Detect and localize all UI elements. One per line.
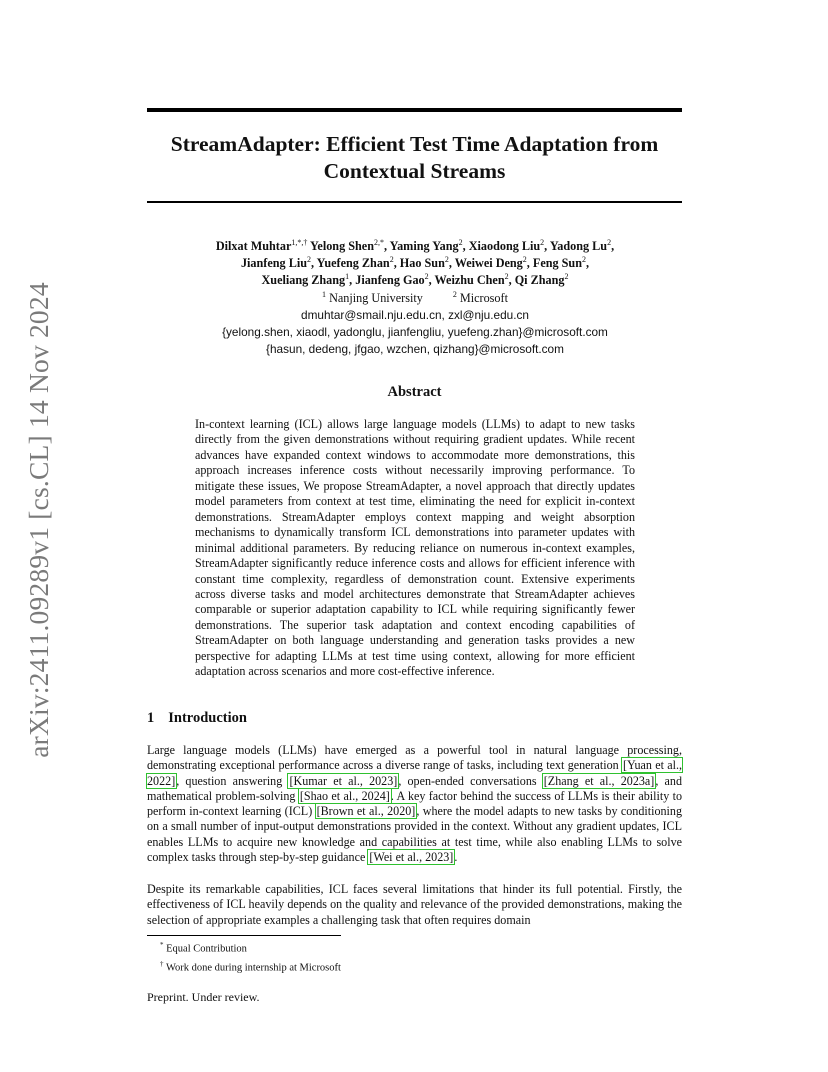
footnote-equal-contribution: * Equal Contribution <box>160 941 247 955</box>
email-line-2: {yelong.shen, xiaodl, yadonglu, jianfengliu, yuefeng.zhan}@microsoft.com <box>222 325 608 340</box>
author-names: Dilxat Muhtar$^{1,*,\dagger}$ Yelong Shen$^{2,*}$, Yaming Yang$^2$, Xiaodong Liu$^2$, Yadong Lu$^2$, Jianfeng Liu$^2$, Yuefeng Zhan$^2$, Hao Sun$^2$, Weiwei Deng$^2$, Feng Sun$^2$, Xueliang Zhang$^1$, Jianfeng Gao$^2$, Weizhu Chen$^2$, Qi Zhang$^2$ <box>215 237 615 288</box>
arxiv-id-text: arXiv:2411.09289v1 [cs.CL] 14 Nov 2024 <box>23 282 54 758</box>
email-line-1: dmuhtar@smail.nju.edu.cn, zxl@nju.edu.cn <box>301 307 529 322</box>
title-top-rule <box>147 108 682 112</box>
arxiv-identifier <box>8 283 70 757</box>
citation-link[interactable]: [Shao et al., 2024] <box>299 788 390 803</box>
email-line-3: {hasun, dedeng, jfgao, wzchen, qizhang}@microsoft.com <box>266 342 564 357</box>
abstract-heading: Abstract <box>387 384 442 400</box>
citation-link[interactable]: [Kumar et al., 2023] <box>289 773 398 788</box>
intro-paragraph-2: Despite its remarkable capabilities, ICL faces several limitations that hinder its full potential. Firstly, the effectiveness of ICL heavily depends on the quality and relevance of the provided demonstrations, making the selection of appropriate examples a challenging task that often requires domain <box>147 882 682 927</box>
paper-title: StreamAdapter: Efficient Test Time Adaptation from Contextual Streams <box>170 132 659 183</box>
section-heading-introduction: 1 Introduction <box>147 710 247 726</box>
author-block <box>170 238 660 358</box>
footnote-rule <box>147 935 341 936</box>
intro-paragraph-1: Large language models (LLMs) have emerged as a powerful tool in natural language processing, demonstrating exceptional performance across a diverse range of tasks, including text generation [Yuan et al., 2022], question answering [Kumar et al., 2023], open-ended conversations [Zhang et al., 2023a], and mathematical problem-solving [Shao et al., 2024]. A key factor behind the success of LLMs is their ability to perform in-context learning (ICL) [Brown et al., 2020], where the model adapts to new tasks by conditioning on a small number of input-output demonstrations provided in the context. Without any gradient updates, ICL enables LLMs to acquire new knowledge and capabilities at test time, while also enabling LLMs to solve complex tasks through step-by-step guidance [Wei et al., 2023]. <box>147 743 682 865</box>
affiliations: $^1$ Nanjing University $^2$ Microsoft <box>322 289 508 305</box>
footnote-internship: † Work done during internship at Microsoft <box>160 959 341 973</box>
citation-link[interactable]: [Zhang et al., 2023a] <box>543 773 655 788</box>
preprint-notice: Preprint. Under review. <box>147 990 260 1004</box>
citation-link[interactable]: [Wei et al., 2023] <box>369 850 454 865</box>
citation-link[interactable]: [Yuan et al., 2022] <box>147 758 682 788</box>
footnotes <box>160 938 341 975</box>
citation-link[interactable]: [Brown et al., 2020] <box>316 804 416 819</box>
title-bottom-rule <box>147 201 682 203</box>
abstract-body: In-context learning (ICL) allows large language models (LLMs) to adapt to new tasks directly from the given demonstrations without requiring gradient updates. While recent advances have expanded context windows to accommodate more demonstrations, this approach increases inference costs without necessarily improving performance. To mitigate these issues, We propose StreamAdapter, a novel approach that directly updates model parameters from context at test time, eliminating the need for explicit in-context demonstrations. StreamAdapter employs context mapping and weight absorption mechanisms to dynamically transform ICL demonstrations into parameter updates with minimal additional parameters. By reducing reliance on numerous in-context examples, StreamAdapter significantly reduce inference costs and allows for efficient inference with constant time complexity, regardless of demonstration count. Extensive experiments across diverse tasks and model architectures demonstrate that StreamAdapter achieves comparable or superior adaptation capability to ICL while requiring significantly fewer demonstrations. The superior task adaptation and context encoding capabilities of StreamAdapter on both language understanding and generation tasks provides a new perspective for adapting LLMs at test time using context, allowing for more efficient adaptation across scenarios and more cost-effective inference. <box>195 417 635 679</box>
